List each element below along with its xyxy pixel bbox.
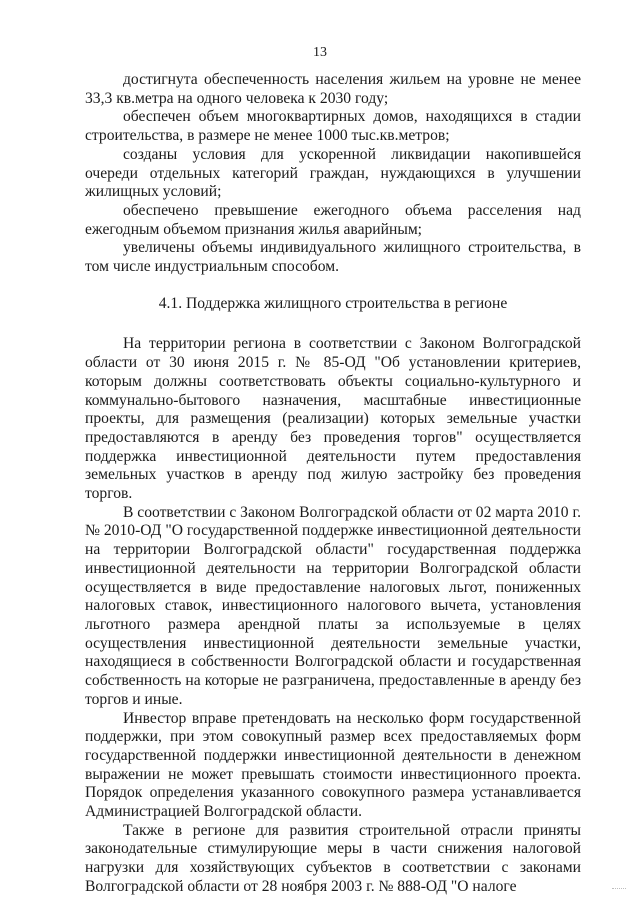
section-heading: 4.1. Поддержка жилищного строительства в регионе	[158, 294, 508, 312]
document-body	[85, 71, 581, 897]
paragraph-investor-rights: Инвестор вправе претендовать на несколько форм государственной поддержки, при этом совокупный размер всех предоставляемых форм государственной поддержки инвестиционной деятельности в денежном выражении не может превышать стоимости инвестиционного проекта. Порядок определения указанного совокупного размера устанавливается Администрацией Волгоградской области.	[85, 709, 581, 821]
paragraph-apartment-construction: обеспечен объем многоквартирных домов, находящихся в стадии строительства, в размере не менее 1000 тыс.кв.метров;	[85, 108, 581, 145]
paragraph-law-2010-od: В соответствии с Законом Волгоградской области от 02 марта 2010 г. № 2010-ОД "О государственной поддержке инвестиционной деятельности на территории Волгоградской области" государственная поддержка инвестиционной деятельности на территории Волгоградской области осуществляется в виде предоставление налоговых льгот, пониженных налоговых ставок, инвестиционного налогового вычета, установления льготного размера арендной платы за используемые в целях осуществления инвестиционной деятельности земельные участки, находящиеся в собственности Волгоградской области и государственная собственность на которые не разграничена, предоставленные в аренду без торгов и иные.	[85, 503, 581, 708]
page-number: 13	[313, 45, 327, 60]
scan-artifact	[612, 888, 626, 893]
paragraph-individual-construction: увеличены объемы индивидуального жилищного строительства, в том числе индустриальным способом.	[85, 239, 581, 276]
paragraph-tax-measures: Также в регионе для развития строительной отрасли приняты законодательные стимулирующие меры в части снижения налоговой нагрузки для хозяйствующих субъектов в соответствии с законами Волгоградской области от 28 ноября 2003 г. № 888-ОД "О налоге	[85, 821, 581, 895]
paragraph-housing-provision: достигнута обеспеченность населения жильем на уровне не менее 33,3 кв.метра на одного человека к 2030 году;	[85, 71, 581, 107]
paragraph-resettlement: обеспечено превышение ежегодного объема расселения над ежегодным объемом признания жилья аварийным;	[85, 201, 581, 238]
paragraph-law-85-od: На территории региона в соответствии с Законом Волгоградской области от 30 июня 2015 г. № 85-ОД "Об установлении критериев, которым должны соответствовать объекты социально-культурного и коммунально-бытового назначения, масштабные инвестиционные проекты, для размещения (реализации) которых земельные участки предоставляются в аренду без проведения торгов" осуществляется поддержка инвестиционной деятельности путем предоставления земельных участков в аренду под жилую застройку без проведения торгов.	[85, 335, 581, 503]
paragraph-queue-liquidation: созданы условия для ускоренной ликвидации накопившейся очереди отдельных категорий граждан, нуждающихся в улучшении жилищных условий;	[85, 145, 581, 201]
